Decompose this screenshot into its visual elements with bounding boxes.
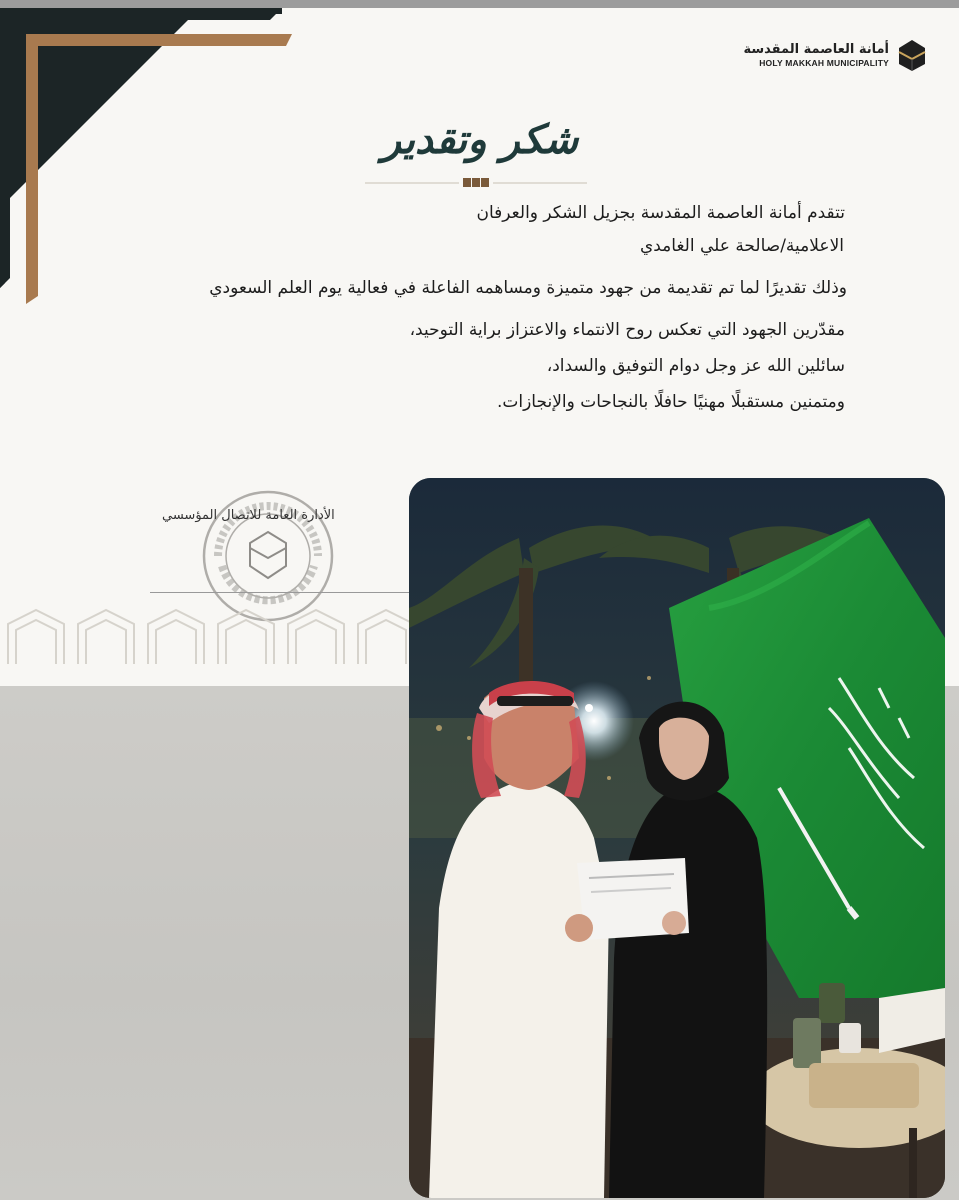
- appreciation-line: وذلك تقديرًا لما تم تقديمة من جهود متميزة ومساهمه الفاعلة في فعالية يوم العلم السعودي: [209, 278, 847, 298]
- logo-english-text: HOLY MAKKAH MUNICIPALITY: [759, 58, 889, 68]
- municipality-logo: [743, 38, 927, 72]
- hexagon-pattern: [0, 604, 420, 674]
- signature-department: الأدارة العامة للاتصال المؤسسي: [162, 508, 335, 523]
- thanks-line: تتقدم أمانة العاصمة المقدسة بجزيل الشكر والعرفان: [476, 203, 845, 223]
- corner-ornament: [0, 8, 300, 308]
- certificate-title: شكر وتقدير: [381, 116, 579, 163]
- event-photo: [409, 478, 945, 1198]
- signature-line: [150, 592, 410, 593]
- top-strip: [0, 0, 959, 8]
- title-ornament: [365, 176, 587, 190]
- closing-line: ومتمنين مستقبلًا مهنيًا حافلًا بالنجاحات والإنجازات.: [496, 392, 845, 412]
- wishes-line: سائلين الله عز وجل دوام التوفيق والسداد،: [546, 356, 845, 376]
- logo-arabic-text: أمانة العاصمة المقدسة: [743, 42, 889, 57]
- recipient-name: الاعلامية/صالحة علي الغامدي: [639, 236, 844, 256]
- appreciation-line-2: مقدّرين الجهود التي تعكس روح الانتماء والاعتزاز براية التوحيد،: [409, 320, 845, 340]
- kaaba-icon: [897, 38, 927, 72]
